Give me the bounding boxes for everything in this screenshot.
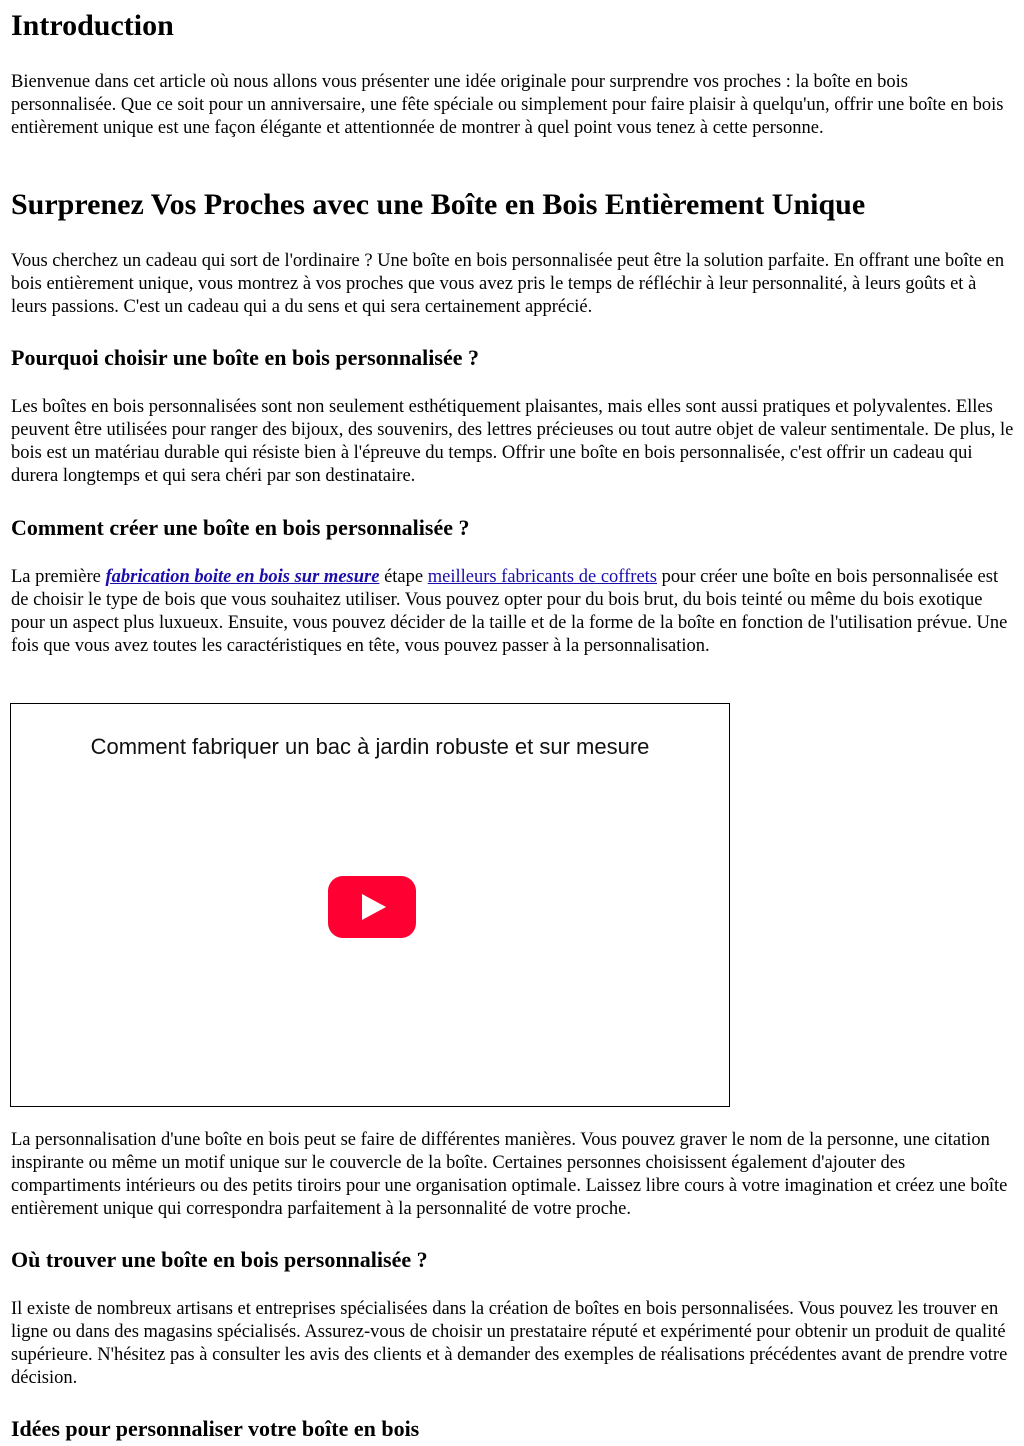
heading-pourquoi: Pourquoi choisir une boîte en bois personnalisée ?	[11, 345, 479, 370]
heading-surprenez: Surprenez Vos Proches avec une Boîte en Bois Entièrement Unique	[11, 188, 866, 221]
paragraph-pourquoi: Les boîtes en bois personnalisées sont non seulement esthétiquement plaisantes, mais elles sont aussi pratiques et polyvalentes. Elles peuvent être utilisées pour ranger des bijoux, des souvenirs, des lettres précieuses ou tout autre objet de valeur sentimentale. De plus, le bois est un matériau durable qui résiste bien à l'épreuve du temps. Offrir une boîte en bois personnalisée, c'est offrir un cadeau qui durera longtemps et qui sera chéri par son destinataire.	[11, 397, 1014, 486]
paragraph-surprenez: Vous cherchez un cadeau qui sort de l'ordinaire ? Une boîte en bois personnalisée peut être la solution parfaite. En offrant une boîte en bois entièrement unique, vous montrez à vos proches que vous avez pris le temps de réfléchir à leur personnalité, à leurs goûts et à leurs passions. C'est un cadeau qui a du sens et qui sera certainement apprécié.	[11, 251, 1005, 317]
paragraph-personnalisation: La personnalisation d'une boîte en bois peut se faire de différentes manières. Vous pouvez graver le nom de la personne, une citation inspirante ou même un motif unique sur le couvercle de la boîte. Certaines personnes choisissent également d'ajouter des compartiments intérieurs ou des petits tiroirs pour une organisation optimale. Laissez libre cours à votre imagination et créez une boîte entièrement unique qui correspondra parfaitement à la personnalité de votre proche.	[11, 1130, 1008, 1219]
paragraph-ou-trouver: Il existe de nombreux artisans et entreprises spécialisées dans la création de boîtes en bois personnalisées. Vous pouvez les trouver en ligne ou dans des magasins spécialisés. Assurez-vous de choisir un prestataire réputé et expérimenté pour obtenir un produit de qualité supérieure. N'hésitez pas à consulter les avis des clients et à demander des exemples de réalisations précédentes avant de prendre votre décision.	[11, 1299, 1008, 1388]
comment-text-start: La première	[11, 567, 106, 587]
paragraph-comment	[11, 566, 1015, 658]
heading-comment: Comment créer une boîte en bois personnalisée ?	[11, 515, 470, 540]
comment-text-mid: étape	[379, 567, 428, 587]
heading-introduction: Introduction	[11, 9, 174, 42]
video-embed[interactable]	[10, 703, 730, 1107]
heading-idees: Idées pour personnaliser votre boîte en bois	[11, 1416, 420, 1441]
link-fabrication-boite[interactable]: fabrication boite en bois sur mesure	[105, 567, 380, 587]
comment-text-end: pour créer une boîte en bois personnalisée est de choisir le type de bois que vous souhaitez utiliser. Vous pouvez opter pour du bois brut, du bois teinté ou même du bois exotique pour un aspect plus luxueux. Ensuite, vous pouvez décider de la taille et de la forme de la boîte en fonction de l'utilisation prévue. Une fois que vous avez toutes les caractéristiques en tête, vous pouvez passer à la personnalisation.	[11, 567, 1008, 656]
link-meilleurs-fabricants[interactable]: meilleurs fabricants de coffrets	[427, 567, 657, 587]
video-title[interactable]: Comment fabriquer un bac à jardin robuste et sur mesure	[90, 734, 650, 759]
youtube-play-icon[interactable]	[328, 876, 416, 938]
heading-ou-trouver: Où trouver une boîte en bois personnalisée ?	[11, 1247, 428, 1272]
paragraph-introduction: Bienvenue dans cet article où nous allons vous présenter une idée originale pour surprendre vos proches : la boîte en bois personnalisée. Que ce soit pour un anniversaire, une fête spéciale ou simplement pour faire plaisir à quelqu'un, offrir une boîte en bois entièrement unique est une façon élégante et attentionnée de montrer à quel point vous tenez à cette personne.	[11, 72, 1004, 138]
